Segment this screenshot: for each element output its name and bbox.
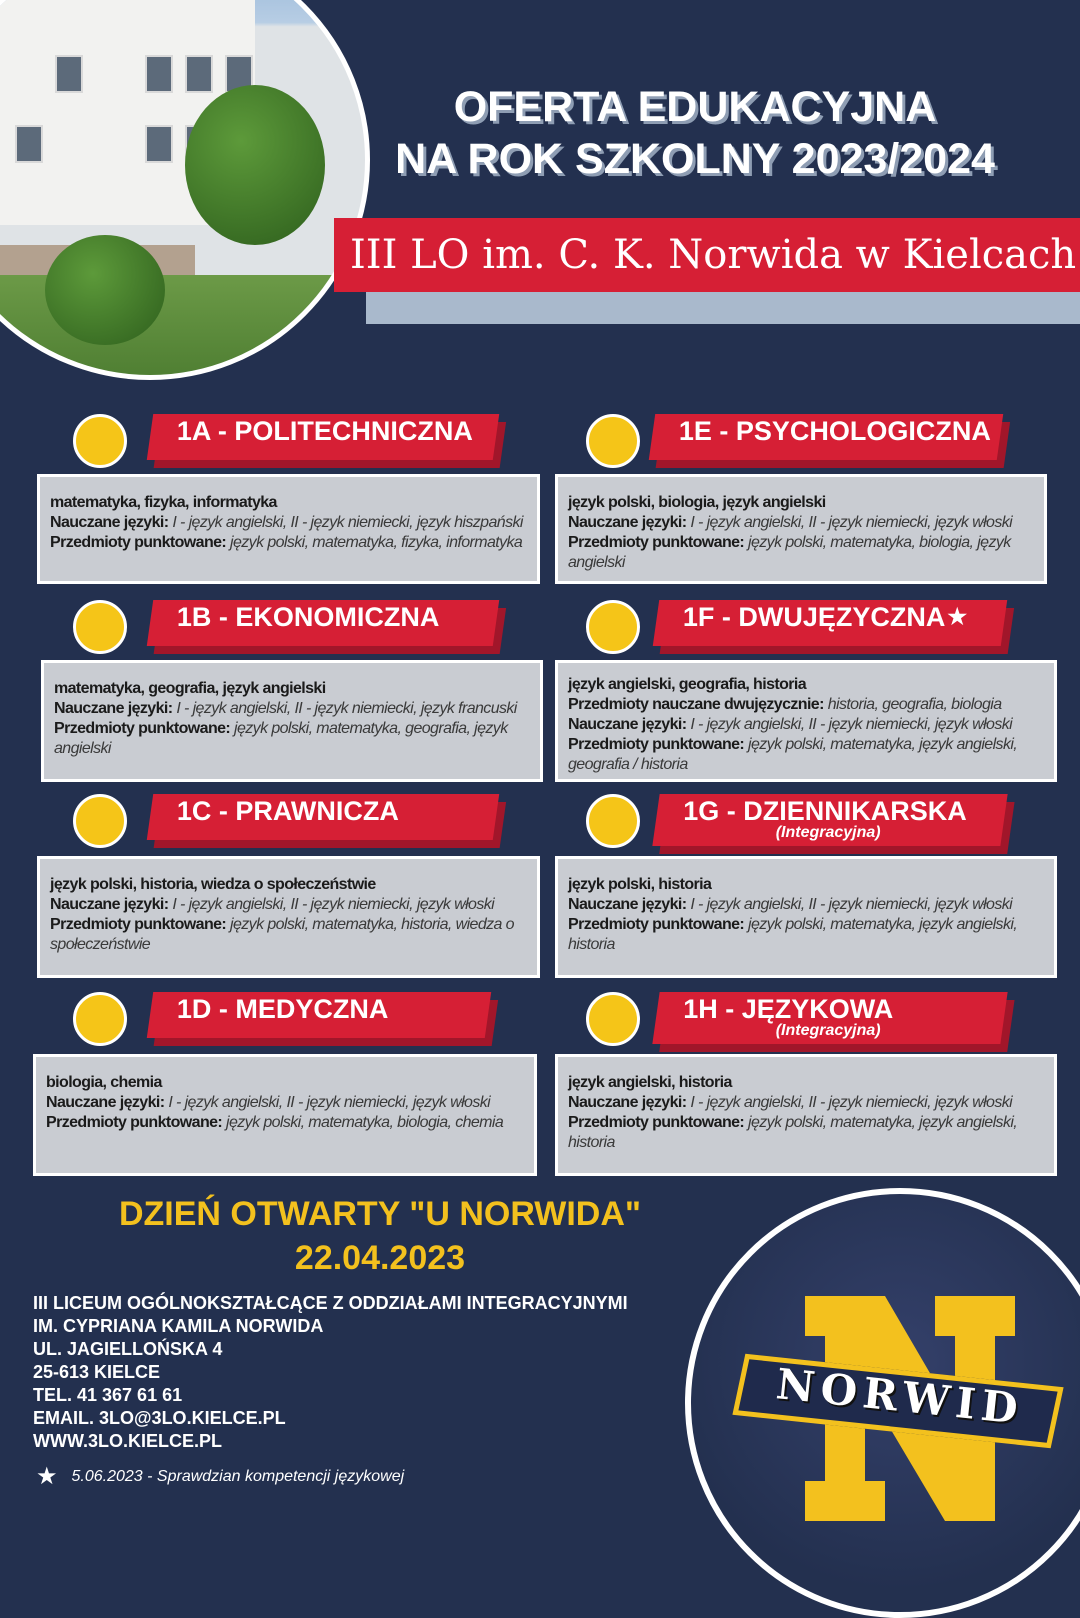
class-header-1e: 1E - PSYCHOLOGICZNA xyxy=(649,414,1003,460)
address-city: 25-613 KIELCE xyxy=(33,1362,161,1382)
class-header-1d: 1D - MEDYCZNA xyxy=(147,992,491,1038)
footnote xyxy=(36,1462,404,1491)
open-day-title: DZIEŃ OTWARTY "U NORWIDA" xyxy=(118,1195,642,1233)
bullet-coin-icon xyxy=(73,794,127,848)
bullet-coin-icon xyxy=(586,600,640,654)
class-card-1c: język polski, historia, wiedza o społeczeństwie Nauczane języki: I - język angielski, II - język niemiecki, język włoski Przedmioty punktowane: język polski, matematyka, historia, wiedza o społeczeństwie xyxy=(37,856,540,978)
logo-wordmark: NORWID xyxy=(774,1359,1026,1434)
class-card-1f: język angielski, geografia, historia Przedmioty nauczane dwujęzycznie: historia, geografia, biologia Nauczane języki: I - język angielski, II - język niemiecki, język włoski Przedmioty punktowane: język polski, matematyka, język angielski, geografia / historia xyxy=(555,660,1057,782)
class-card-1d: biologia, chemia Nauczane języki: I - język angielski, II - język niemiecki, język włoski Przedmioty punktowane: język polski, matematyka, biologia, chemia xyxy=(33,1054,537,1176)
bullet-coin-icon xyxy=(586,992,640,1046)
bullet-coin-icon xyxy=(586,794,640,848)
class-header-1c: 1C - PRAWNICZA xyxy=(147,794,499,840)
class-card-1a: matematyka, fizyka, informatyka Nauczane języki: I - język angielski, II - język niemiecki, język hiszpański Przedmioty punktowane: język polski, matematyka, fizyka, informatyka xyxy=(37,474,540,584)
email[interactable]: EMAIL. 3LO@3LO.KIELCE.PL xyxy=(33,1408,286,1428)
school-name-banner: III LO im. C. K. Norwida w Kielcach xyxy=(334,218,1080,292)
integration-note: (Integracyjna) xyxy=(775,824,881,841)
class-header-1b: 1B - EKONOMICZNA xyxy=(147,600,499,646)
star-icon: ★ xyxy=(947,604,968,629)
footnote-text: 5.06.2023 - Sprawdzian kompetencji językowej xyxy=(71,1468,405,1485)
class-header-1g: 1G - DZIENNIKARSKA (Integracyjna) xyxy=(652,794,1007,846)
bullet-coin-icon xyxy=(73,414,127,468)
class-card-1h: język angielski, historia Nauczane języki: I - język angielski, II - język niemiecki, język włoski Przedmioty punktowane: język polski, matematyka, język angielski, historia xyxy=(555,1054,1057,1176)
website[interactable]: WWW.3LO.KIELCE.PL xyxy=(33,1431,222,1451)
class-header-1a: 1A - POLITECHNICZNA xyxy=(147,414,499,460)
bullet-coin-icon xyxy=(73,600,127,654)
title-line-2: NA ROK SZKOLNY 2023/2024 xyxy=(395,135,995,183)
class-card-1b: matematyka, geografia, język angielski Nauczane języki: I - język angielski, II - język niemiecki, język francuski Przedmioty punktowane: język polski, matematyka, geografia, język angielski xyxy=(41,660,543,782)
class-card-1g: język polski, historia Nauczane języki: I - język angielski, II - język niemiecki, język włoski Przedmioty punktowane: język polski, matematyka, język angielski, historia xyxy=(555,856,1057,978)
address-street: UL. JAGIELLOŃSKA 4 xyxy=(33,1339,223,1359)
open-day-date: 22.04.2023 xyxy=(294,1239,466,1277)
class-header-1h: 1H - JĘZYKOWA (Integracyjna) xyxy=(652,992,1007,1044)
bullet-coin-icon xyxy=(73,992,127,1046)
star-icon: ★ xyxy=(36,1463,58,1490)
phone: TEL. 41 367 61 61 xyxy=(33,1385,183,1405)
bullet-coin-icon xyxy=(586,414,640,468)
integration-note: (Integracyjna) xyxy=(775,1022,881,1039)
contact-block xyxy=(33,1292,628,1453)
title-line-1: OFERTA EDUKACYJNA xyxy=(453,83,937,131)
banner-underline xyxy=(366,292,1080,324)
class-header-1f: 1F - DWUJĘZYCZNA★ xyxy=(653,600,1007,646)
class-card-1e: język polski, biologia, język angielski Nauczane języki: I - język angielski, II - język niemiecki, język włoski Przedmioty punktowane: język polski, matematyka, biologia, język angielski xyxy=(555,474,1047,584)
school-building-photo xyxy=(0,0,370,380)
school-full-name-2: IM. CYPRIANA KAMILA NORWIDA xyxy=(33,1316,324,1336)
school-full-name-1: III LICEUM OGÓLNOKSZTAŁCĄCE Z ODDZIAŁAMI INTEGRACYJNYMI xyxy=(33,1293,628,1313)
